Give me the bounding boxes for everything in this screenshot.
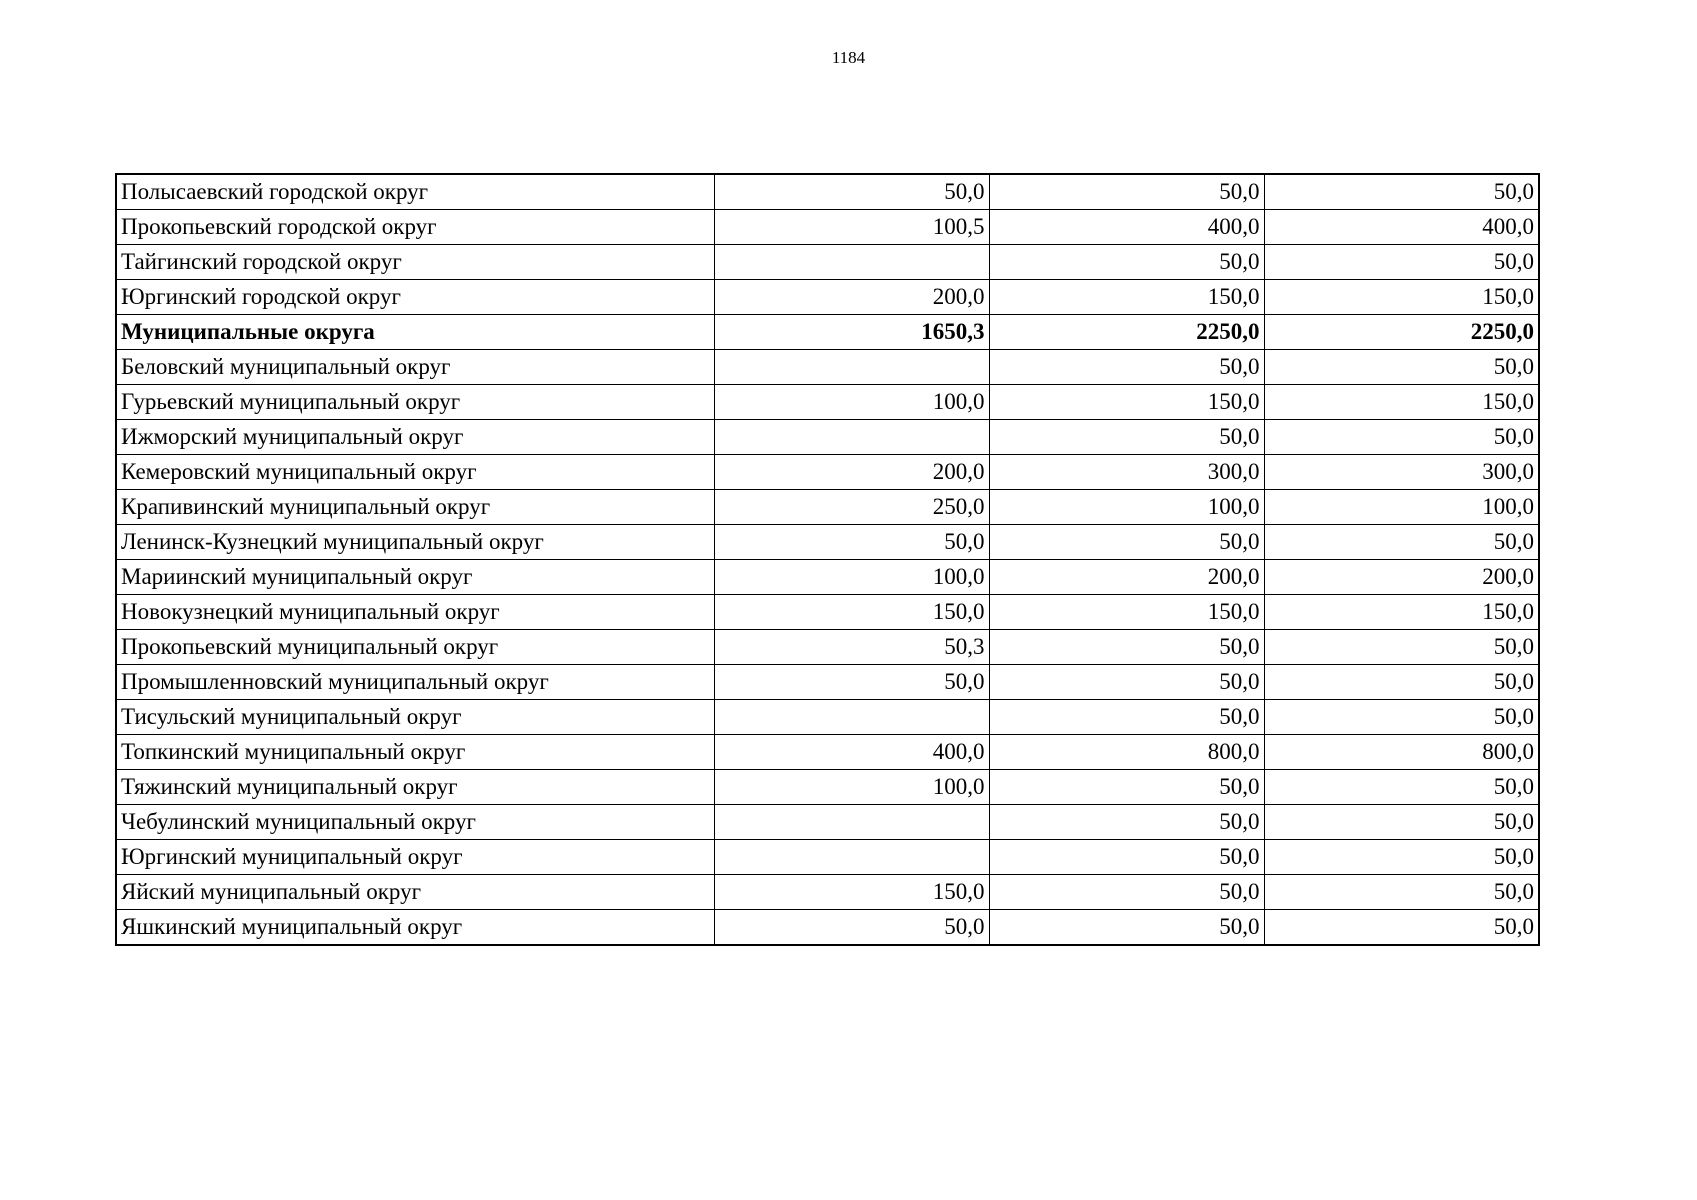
- row-name-cell: Юргинский городской округ: [116, 280, 714, 315]
- value-cell-2: 400,0: [989, 210, 1264, 245]
- value-cell-1: 150,0: [714, 875, 989, 910]
- value-cell-1: 1650,3: [714, 315, 989, 350]
- data-table: [115, 173, 1540, 946]
- row-name-cell: Промышленновский муниципальный округ: [116, 665, 714, 700]
- value-cell-3: 50,0: [1264, 350, 1539, 385]
- value-cell-3: 400,0: [1264, 210, 1539, 245]
- value-cell-2: 300,0: [989, 455, 1264, 490]
- row-name-cell: Крапивинский муниципальный округ: [116, 490, 714, 525]
- value-cell-3: 50,0: [1264, 174, 1539, 210]
- value-cell-1: 150,0: [714, 595, 989, 630]
- value-cell-2: 50,0: [989, 420, 1264, 455]
- value-cell-2: 50,0: [989, 630, 1264, 665]
- table-row: [116, 455, 1539, 490]
- row-name-cell: Новокузнецкий муниципальный округ: [116, 595, 714, 630]
- table-row: [116, 700, 1539, 735]
- value-cell-1: [714, 245, 989, 280]
- value-cell-1: 250,0: [714, 490, 989, 525]
- value-cell-2: 50,0: [989, 245, 1264, 280]
- value-cell-3: 50,0: [1264, 875, 1539, 910]
- row-name-cell: Беловский муниципальный округ: [116, 350, 714, 385]
- value-cell-2: 50,0: [989, 525, 1264, 560]
- value-cell-2: 50,0: [989, 840, 1264, 875]
- value-cell-3: 50,0: [1264, 525, 1539, 560]
- row-name-cell: Юргинский муниципальный округ: [116, 840, 714, 875]
- table-row: [116, 875, 1539, 910]
- value-cell-1: 100,0: [714, 770, 989, 805]
- value-cell-3: 150,0: [1264, 280, 1539, 315]
- table-row: [116, 350, 1539, 385]
- value-cell-2: 800,0: [989, 735, 1264, 770]
- value-cell-1: 200,0: [714, 455, 989, 490]
- value-cell-1: [714, 420, 989, 455]
- row-name-cell: Тяжинский муниципальный округ: [116, 770, 714, 805]
- value-cell-2: 50,0: [989, 350, 1264, 385]
- table-row: [116, 770, 1539, 805]
- row-name-cell: Мариинский муниципальный округ: [116, 560, 714, 595]
- value-cell-2: 50,0: [989, 700, 1264, 735]
- subtotal-row: [116, 315, 1539, 350]
- table-row: [116, 805, 1539, 840]
- value-cell-3: 50,0: [1264, 840, 1539, 875]
- table-row: [116, 385, 1539, 420]
- page-number: 1184: [831, 48, 866, 67]
- row-name-cell: Прокопьевский муниципальный округ: [116, 630, 714, 665]
- row-name-cell: Полысаевский городской округ: [116, 174, 714, 210]
- value-cell-3: 200,0: [1264, 560, 1539, 595]
- value-cell-1: 50,0: [714, 910, 989, 946]
- value-cell-3: 150,0: [1264, 595, 1539, 630]
- row-name-cell: Чебулинский муниципальный округ: [116, 805, 714, 840]
- value-cell-3: 50,0: [1264, 805, 1539, 840]
- value-cell-3: 2250,0: [1264, 315, 1539, 350]
- value-cell-1: 50,3: [714, 630, 989, 665]
- row-name-cell: Муниципальные округа: [116, 315, 714, 350]
- value-cell-1: 100,0: [714, 385, 989, 420]
- value-cell-2: 100,0: [989, 490, 1264, 525]
- value-cell-2: 2250,0: [989, 315, 1264, 350]
- value-cell-1: 100,0: [714, 560, 989, 595]
- row-name-cell: Яйский муниципальный округ: [116, 875, 714, 910]
- value-cell-1: [714, 350, 989, 385]
- value-cell-3: 50,0: [1264, 420, 1539, 455]
- value-cell-3: 100,0: [1264, 490, 1539, 525]
- table-row: [116, 735, 1539, 770]
- row-name-cell: Тисульский муниципальный округ: [116, 700, 714, 735]
- value-cell-1: 400,0: [714, 735, 989, 770]
- table-row: [116, 595, 1539, 630]
- value-cell-1: [714, 700, 989, 735]
- value-cell-2: 50,0: [989, 875, 1264, 910]
- value-cell-2: 150,0: [989, 385, 1264, 420]
- value-cell-2: 150,0: [989, 595, 1264, 630]
- value-cell-1: [714, 805, 989, 840]
- value-cell-3: 50,0: [1264, 700, 1539, 735]
- table-row: [116, 245, 1539, 280]
- value-cell-1: 50,0: [714, 525, 989, 560]
- value-cell-1: 100,5: [714, 210, 989, 245]
- value-cell-1: 50,0: [714, 174, 989, 210]
- value-cell-2: 50,0: [989, 805, 1264, 840]
- value-cell-2: 50,0: [989, 174, 1264, 210]
- table-row: [116, 280, 1539, 315]
- table-row: [116, 840, 1539, 875]
- value-cell-3: 50,0: [1264, 665, 1539, 700]
- table-row: [116, 490, 1539, 525]
- value-cell-2: 50,0: [989, 910, 1264, 946]
- row-name-cell: Гурьевский муниципальный округ: [116, 385, 714, 420]
- row-name-cell: Тайгинский городской округ: [116, 245, 714, 280]
- value-cell-3: 50,0: [1264, 630, 1539, 665]
- table-row: [116, 525, 1539, 560]
- row-name-cell: Топкинский муниципальный округ: [116, 735, 714, 770]
- value-cell-3: 150,0: [1264, 385, 1539, 420]
- value-cell-2: 50,0: [989, 665, 1264, 700]
- table-row: [116, 210, 1539, 245]
- value-cell-3: 800,0: [1264, 735, 1539, 770]
- value-cell-2: 200,0: [989, 560, 1264, 595]
- value-cell-3: 50,0: [1264, 910, 1539, 946]
- row-name-cell: Ленинск-Кузнецкий муниципальный округ: [116, 525, 714, 560]
- table-row: [116, 665, 1539, 700]
- value-cell-1: 50,0: [714, 665, 989, 700]
- table-row: [116, 560, 1539, 595]
- row-name-cell: Кемеровский муниципальный округ: [116, 455, 714, 490]
- row-name-cell: Яшкинский муниципальный округ: [116, 910, 714, 946]
- table-row: [116, 420, 1539, 455]
- value-cell-3: 50,0: [1264, 770, 1539, 805]
- value-cell-2: 150,0: [989, 280, 1264, 315]
- value-cell-1: [714, 840, 989, 875]
- value-cell-1: 200,0: [714, 280, 989, 315]
- value-cell-3: 300,0: [1264, 455, 1539, 490]
- row-name-cell: Ижморский муниципальный округ: [116, 420, 714, 455]
- row-name-cell: Прокопьевский городской округ: [116, 210, 714, 245]
- table-row: [116, 910, 1539, 946]
- table-row: [116, 630, 1539, 665]
- value-cell-2: 50,0: [989, 770, 1264, 805]
- value-cell-3: 50,0: [1264, 245, 1539, 280]
- table-row: [116, 174, 1539, 210]
